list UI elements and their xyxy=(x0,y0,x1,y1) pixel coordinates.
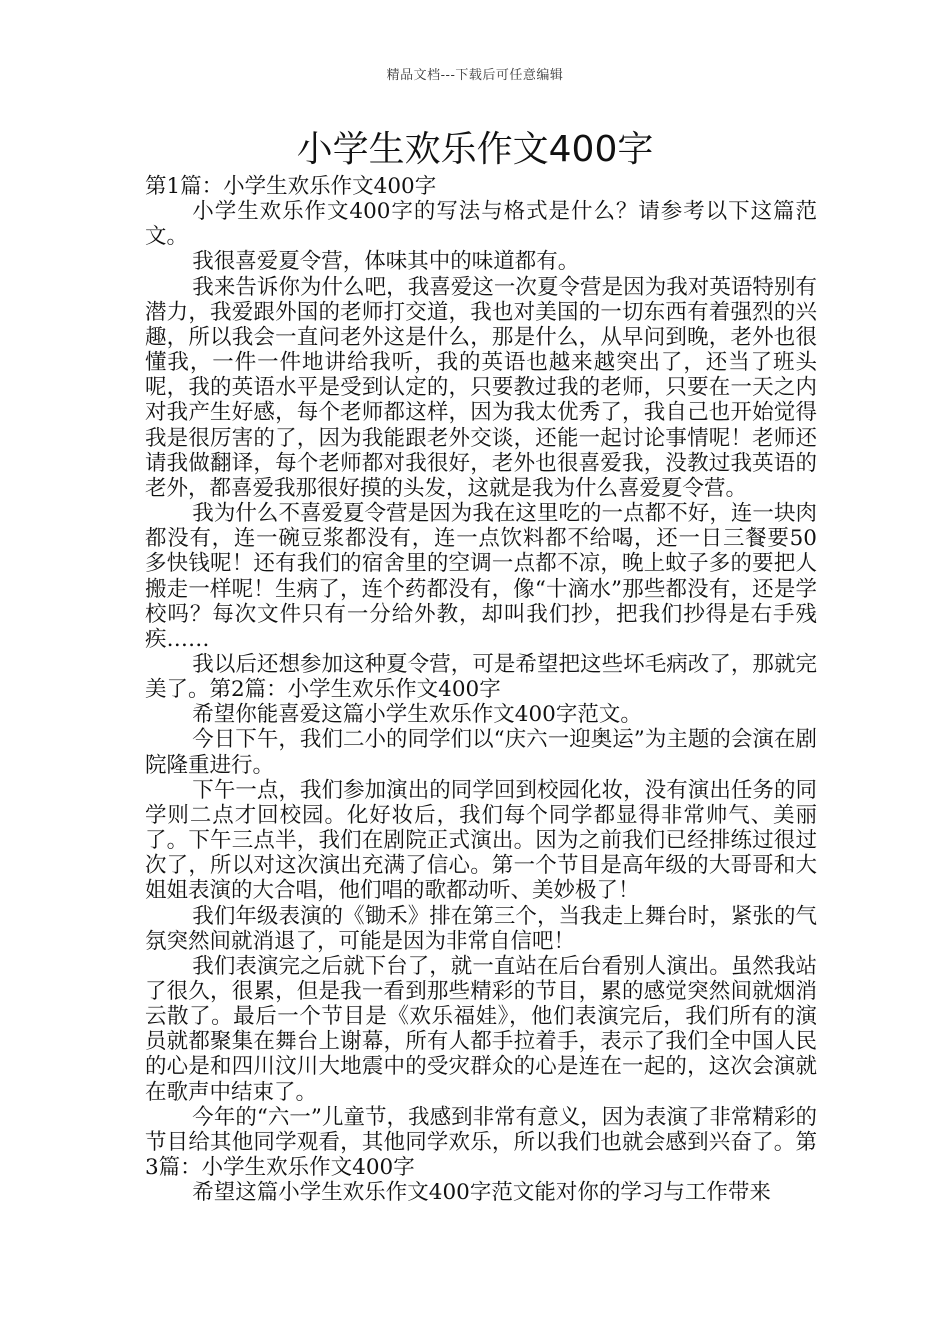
header-note: 精品文档---下载后可任意编辑 xyxy=(386,68,564,83)
paragraph: 小学生欢乐作文400字的写法与格式是什么？请参考以下这篇范文。 xyxy=(145,199,817,250)
document-title: 小学生欢乐作文400字 xyxy=(296,129,654,170)
document-body xyxy=(145,174,817,1205)
paragraph: 今年的“六一”儿童节，我感到非常有意义，因为表演了非常精彩的节目给其他同学观看，其他同学欢乐，所以我们也就会感到兴奋了。第3篇：小学生欢乐作文400字 xyxy=(145,1104,817,1181)
paragraph: 我为什么不喜爱夏令营是因为我在这里吃的一点都不好，连一块肉都没有，连一碗豆浆都没有，连一点饮料都不给喝，还一日三餐要50多快钱呢！还有我们的宿舍里的空调一点都不凉，晚上蚊子多的要把人搬走一样呢！生病了，连个药都没有，像“十滴水”那些都没有，还是学校吗？每次文件只有一分给外教，却叫我们抄，把我们抄得是右手残疾…… xyxy=(145,501,817,652)
paragraph: 我以后还想参加这种夏令营，可是希望把这些坏毛病改了，那就完美了。第2篇：小学生欢乐作文400字 xyxy=(145,651,817,703)
paragraph: 我很喜爱夏令营，体味其中的味道都有。 xyxy=(192,249,580,275)
paragraph: 今日下午，我们二小的同学们以“庆六一迎奥运”为主题的会演在剧院隆重进行。 xyxy=(145,727,817,778)
paragraph: 下午一点，我们参加演出的同学回到校园化妆，没有演出任务的同学则二点才回校园。化好妆后，我们每个同学都显得非常帅气、美丽了。下午三点半，我们在剧院正式演出。因为之前我们已经排练过很过次了，所以对这次演出充满了信心。第一个节目是高年级的大哥哥和大姐姐表演的大合唱，他们唱的歌都动听、美妙极了！ xyxy=(145,777,817,904)
paragraph: 希望你能喜爱这篇小学生欢乐作文400字范文。 xyxy=(192,702,642,728)
paragraph: 我们年级表演的《锄禾》排在第三个，当我走上舞台时，紧张的气氛突然间就消退了，可能是因为非常自信吧！ xyxy=(145,903,817,954)
paragraph: 我来告诉你为什么吧，我喜爱这一次夏令营是因为我对英语特别有潜力，我爱跟外国的老师打交道，我也对美国的一切东西有着强烈的兴趣，所以我会一直问老外这是什么，那是什么，从早问到晚，老外也很懂我，一件一件地讲给我听，我的英语也越来越突出了，还当了班头呢，我的英语水平是受到认定的，只要教过我的老师，只要在一天之内对我产生好感，每个老师都这样，因为我太优秀了，我自己也开始觉得我是很厉害的了，因为我能跟老外交谈，还能一起讨论事情呢！老师还请我做翻译，每个老师都对我很好，老外也很喜爱我，没教过我英语的老外，都喜爱我那很好摸的头发，这就是我为什么喜爱夏令营。 xyxy=(145,274,817,501)
section-heading-1: 第1篇：小学生欢乐作文400字 xyxy=(145,174,437,199)
paragraph: 我们表演完之后就下台了，就一直站在后台看别人演出。虽然我站了很久，很累，但是我一看到那些精彩的节目，累的感觉突然间就烟消云散了。最后一个节目是《欢乐福娃》，他们表演完后，我们所有的演员就都聚集在舞台上谢幕，所有人都手拉着手，表示了我们全中国人民的心是和四川汶川大地震中的受灾群众的心是连在一起的，这次会演就在歌声中结束了。 xyxy=(145,953,817,1105)
paragraph: 希望这篇小学生欢乐作文400字范文能对你的学习与工作带来 xyxy=(192,1180,771,1206)
